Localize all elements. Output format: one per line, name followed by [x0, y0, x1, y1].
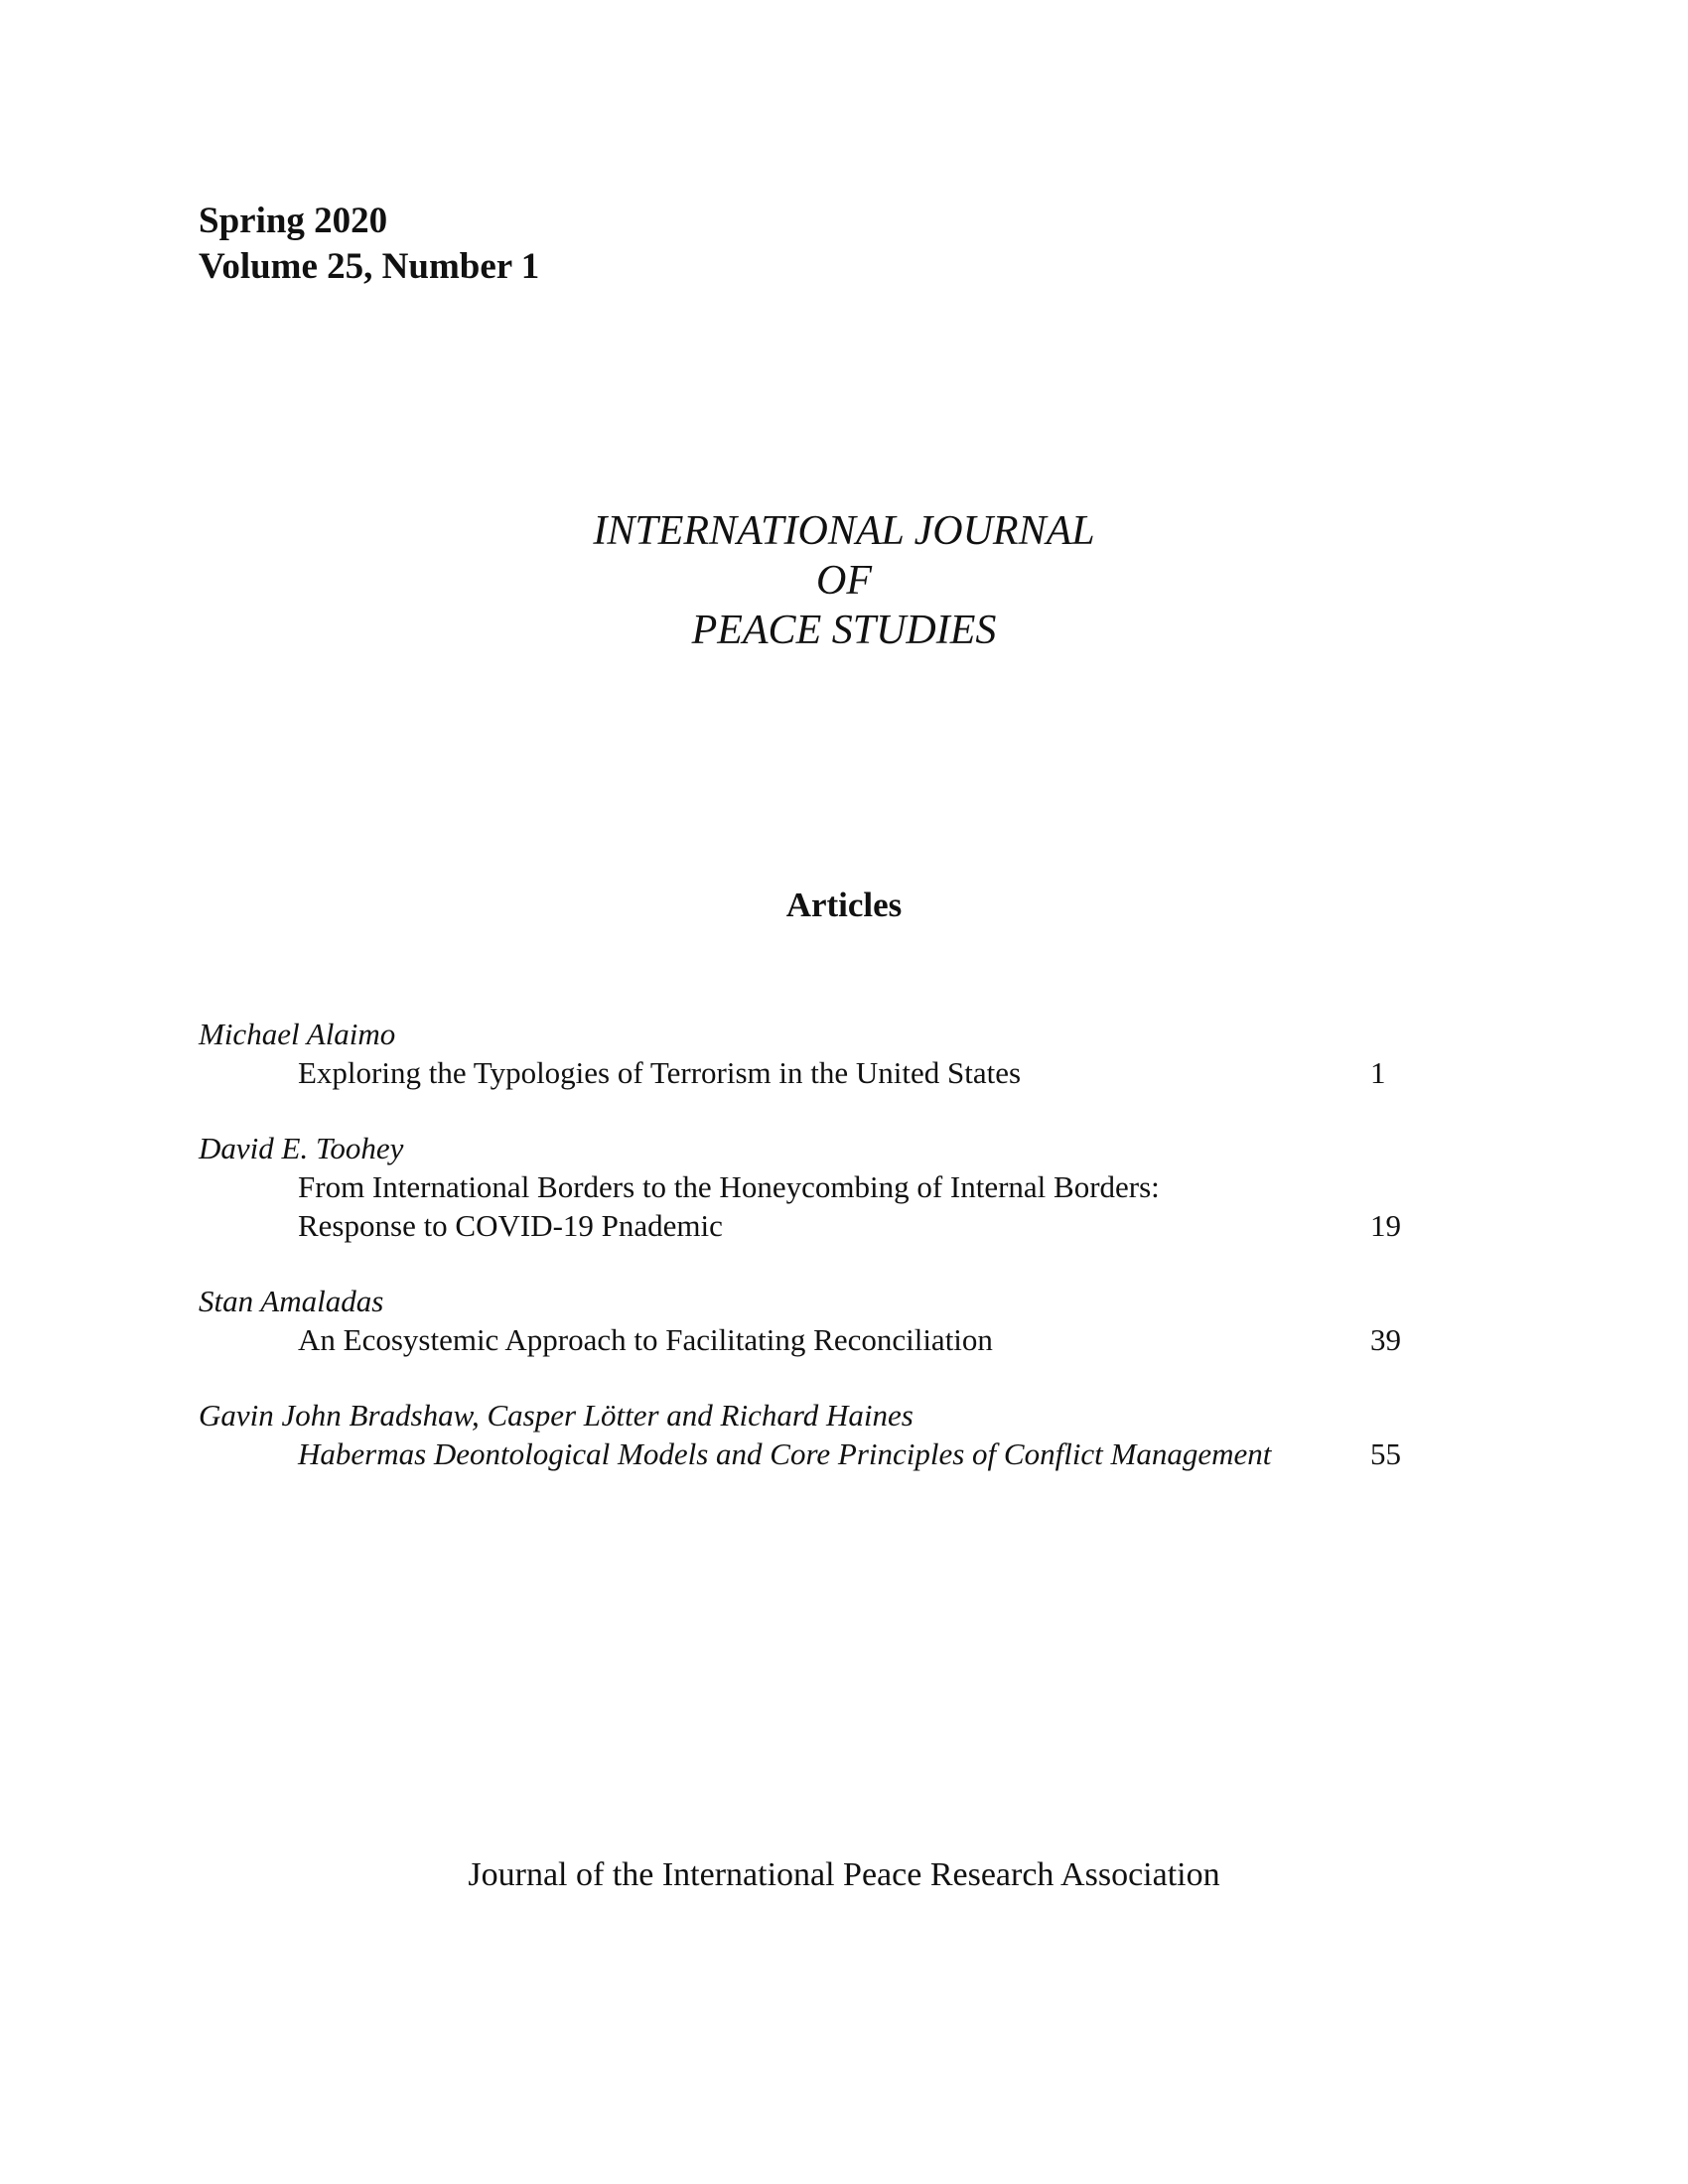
- toc-page-number: 19: [1370, 1208, 1401, 1243]
- issue-info: [199, 199, 539, 290]
- toc-entry: [199, 1129, 1430, 1245]
- table-of-contents: [199, 1015, 1430, 1510]
- issue-volume: Volume 25, Number 1: [199, 246, 540, 287]
- toc-article-title: An Ecosystemic Approach to Facilitating Reconciliation: [298, 1322, 993, 1357]
- toc-page-number: 55: [1370, 1436, 1401, 1471]
- toc-article-title: Exploring the Typologies of Terrorism in the United States: [298, 1055, 1022, 1090]
- toc-entry: [199, 1015, 1430, 1092]
- toc-title-row: [199, 1320, 1430, 1359]
- toc-article-title: From International Borders to the Honeycombing of Internal Borders: Response to COVID-19 Pnademic: [298, 1169, 1160, 1243]
- toc-page-number: 1: [1370, 1055, 1386, 1090]
- toc-title-row: [199, 1434, 1430, 1473]
- toc-entry: [199, 1282, 1430, 1359]
- toc-article-title: Habermas Deontological Models and Core Principles of Conflict Management: [298, 1436, 1272, 1471]
- journal-title-line-2: OF: [816, 558, 872, 604]
- journal-title-line-1: INTERNATIONAL JOURNAL: [593, 508, 1095, 554]
- toc-author: David E. Toohey: [199, 1131, 404, 1165]
- toc-author: Michael Alaimo: [199, 1017, 396, 1051]
- articles-heading: Articles: [785, 886, 903, 924]
- toc-title-row: [199, 1167, 1430, 1245]
- toc-author: Stan Amaladas: [199, 1284, 384, 1318]
- toc-page-number: 39: [1370, 1322, 1401, 1357]
- toc-author: Gavin John Bradshaw, Casper Lötter and Richard Haines: [199, 1398, 914, 1433]
- journal-footer: Journal of the International Peace Research Association: [468, 1856, 1220, 1893]
- toc-title-row: [199, 1053, 1430, 1092]
- toc-entry: [199, 1396, 1430, 1473]
- journal-title-line-3: PEACE STUDIES: [691, 608, 997, 653]
- journal-title: [0, 506, 1688, 655]
- issue-season: Spring 2020: [199, 201, 388, 241]
